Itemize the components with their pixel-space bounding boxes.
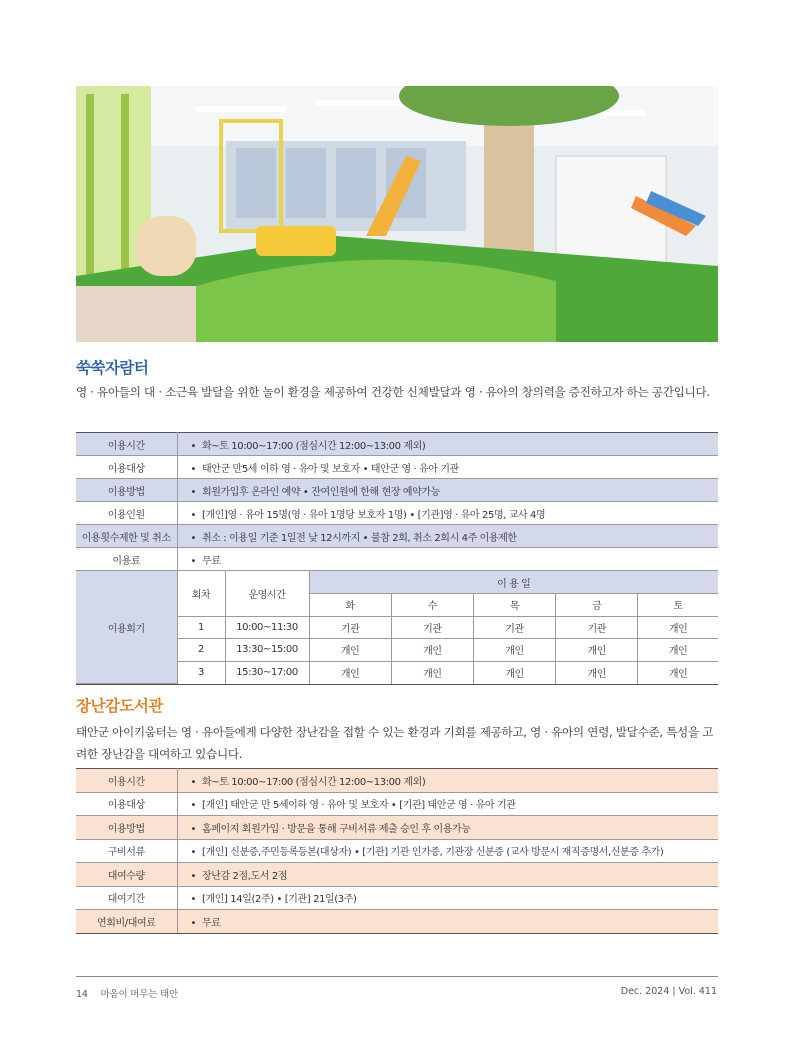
row-value: • 홈페이지 회원가입 · 방문을 통해 구비서류 제출 승인 후 이용가능 <box>177 816 718 840</box>
row-value: • 화~토 10:00~17:00 (점심시간 12:00~13:00 제외) <box>177 769 718 793</box>
row-value: • [개인]영 · 유아 15명(영 · 유아 1명당 보호자 1명) • [기관]영 · 유아 25명, 교사 4명 <box>177 502 718 525</box>
row-value: • [개인] 신분증,주민등록등본(대상자) • [기관] 기관 인가증, 기관장 신분증 (교사 방문시 재직증명서,신분증 추가) <box>177 839 718 863</box>
playroom-photo <box>76 86 718 342</box>
day-header: 토 <box>638 594 718 617</box>
day-cell: 기관 <box>556 616 638 639</box>
round-cell: 2 <box>177 639 225 662</box>
row-value: • [개인] 태안군 만 5세이하 영 · 유아 및 보호자 • [기관] 태안군 영 · 유아 기관 <box>177 792 718 816</box>
table-row <box>76 863 718 887</box>
table-row <box>76 769 718 793</box>
round-cell: 1 <box>177 616 225 639</box>
day-cell: 개인 <box>668 669 688 680</box>
row-label: 이용시간 <box>76 769 177 793</box>
row-label: 이용대상 <box>76 456 177 479</box>
time-header: 운영시간 <box>225 571 309 616</box>
row-label: 구비서류 <box>76 839 177 863</box>
row-label: 이용료 <box>76 548 177 571</box>
row-value: • 화~토 10:00~17:00 (점심시간 12:00~13:00 제외) <box>177 433 718 456</box>
schedule-table <box>76 571 718 685</box>
day-header: 수 <box>391 594 473 617</box>
day-cell: 기관 <box>473 616 555 639</box>
row-label: 이용방법 <box>76 479 177 502</box>
schedule-label: 이용회기 <box>76 571 177 684</box>
day-cell: 개인 <box>473 661 555 684</box>
table-row <box>76 433 718 456</box>
row-label: 이용인원 <box>76 502 177 525</box>
row-label: 대여수량 <box>76 863 177 887</box>
row-label: 대여기간 <box>76 886 177 910</box>
table-row <box>76 456 718 479</box>
day-cell: 개인 <box>391 639 473 662</box>
day-cell: 개인 <box>638 639 718 662</box>
day-header: 화 <box>309 594 391 617</box>
footer-divider <box>76 976 718 977</box>
magazine-name: 마음이 머무는 태안 <box>100 989 178 1000</box>
section1-title: 쑥쑥자람터 <box>76 359 149 377</box>
footer-left <box>76 986 178 1000</box>
row-label: 이용방법 <box>76 816 177 840</box>
day-header: 금 <box>556 594 638 617</box>
day-cell: 개인 <box>556 639 638 662</box>
section2-intro: 태안군 아이키움터는 영 · 유아들에게 다양한 장난감을 접할 수 있는 환경과 기회를 제공하고, 영 · 유아의 연령, 발달수준, 특성을 고려한 장난감을 대여하고 있습니다. <box>76 725 714 761</box>
table-row <box>76 548 718 571</box>
time-cell: 15:30~17:00 <box>225 661 309 684</box>
table-row <box>76 571 718 594</box>
days-title: 이 용 일 <box>309 571 718 594</box>
row-label: 연회비/대여료 <box>76 910 177 934</box>
round-cell: 3 <box>177 661 225 684</box>
table-row <box>76 502 718 525</box>
row-value: • 무료 <box>177 910 718 934</box>
row-value: • 취소 : 이용일 기준 1일전 낮 12시까지 • 불참 2회, 취소 2회시 4주 이용제한 <box>177 525 718 548</box>
time-cell: 13:30~15:00 <box>225 639 309 662</box>
day-cell: 기관 <box>391 616 473 639</box>
page-number: 14 <box>76 989 88 1000</box>
round-header: 회차 <box>177 571 225 616</box>
section2-info-table <box>76 768 718 934</box>
table-row <box>76 792 718 816</box>
table-row <box>76 525 718 548</box>
row-value: • 회원가입후 온라인 예약 • 잔여인원에 한해 현장 예약가능 <box>177 479 718 502</box>
section1-intro: 영 · 유아들의 대 · 소근육 발달을 위한 놀이 환경을 제공하여 건강한 신체발달과 영 · 유아의 창의력을 증진하고자 하는 공간입니다. <box>76 385 710 399</box>
section2-title: 장난감도서관 <box>76 697 163 715</box>
day-cell: 개인 <box>556 661 638 684</box>
day-cell: 개인 <box>638 616 718 639</box>
row-value: • 태안군 만5세 이하 영 · 유아 및 보호자 • 태안군 영 · 유아 기관 <box>177 456 718 479</box>
row-label: 이용대상 <box>76 792 177 816</box>
row-label: 이용횟수제한 및 취소 <box>76 525 177 548</box>
day-cell: 개인 <box>309 639 391 662</box>
section1-info-table <box>76 432 718 571</box>
table-row <box>76 816 718 840</box>
day-cell: 개인 <box>473 639 555 662</box>
table-row <box>76 910 718 934</box>
day-cell: 기관 <box>309 616 391 639</box>
day-header: 목 <box>473 594 555 617</box>
day-cell: 개인 <box>391 661 473 684</box>
issue-info: Dec. 2024 | Vol. 411 <box>620 986 717 997</box>
table-row <box>76 839 718 863</box>
row-value: • 장난감 2점,도서 2점 <box>177 863 718 887</box>
table-row <box>76 479 718 502</box>
row-value: • 무료 <box>177 548 718 571</box>
day-cell: 개인 <box>309 661 391 684</box>
row-value: • [개인] 14일(2주) • [기관] 21일(3주) <box>177 886 718 910</box>
table-row <box>76 886 718 910</box>
time-cell: 10:00~11:30 <box>225 616 309 639</box>
row-label: 이용시간 <box>76 433 177 456</box>
